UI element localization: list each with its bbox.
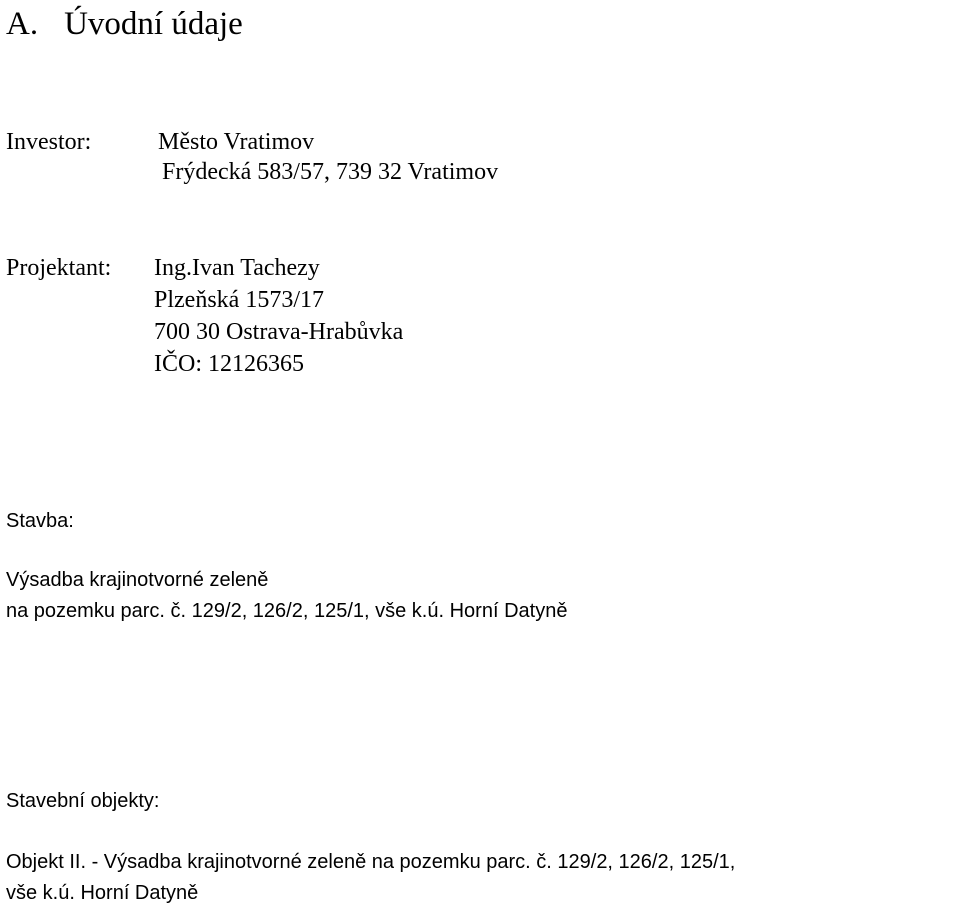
objects-label: Stavební objekty: bbox=[6, 790, 160, 812]
section-heading bbox=[6, 8, 243, 41]
construction-line-1: Výsadba krajinotvorné zeleně bbox=[6, 569, 269, 591]
designer-ico: IČO: 12126365 bbox=[154, 351, 304, 377]
section-letter: A. bbox=[6, 6, 39, 42]
section-title: Úvodní údaje bbox=[64, 6, 243, 42]
designer-city: 700 30 Ostrava-Hrabůvka bbox=[154, 319, 404, 345]
designer-label: Projektant: bbox=[6, 255, 112, 281]
objects-line-1: Objekt II. - Výsadba krajinotvorné zeleně na pozemku parc. č. 129/2, 126/2, 125/1, bbox=[6, 851, 736, 873]
objects-line-2: vše k.ú. Horní Datyně bbox=[6, 882, 199, 904]
construction-label: Stavba: bbox=[6, 510, 74, 532]
construction-line-2: na pozemku parc. č. 129/2, 126/2, 125/1, vše k.ú. Horní Datyně bbox=[6, 600, 568, 622]
designer-street: Plzeňská 1573/17 bbox=[154, 287, 324, 313]
investor-name: Město Vratimov bbox=[158, 129, 315, 155]
investor-address: Frýdecká 583/57, 739 32 Vratimov bbox=[162, 159, 499, 185]
investor-label: Investor: bbox=[6, 129, 92, 155]
designer-name: Ing.Ivan Tachezy bbox=[154, 255, 320, 281]
